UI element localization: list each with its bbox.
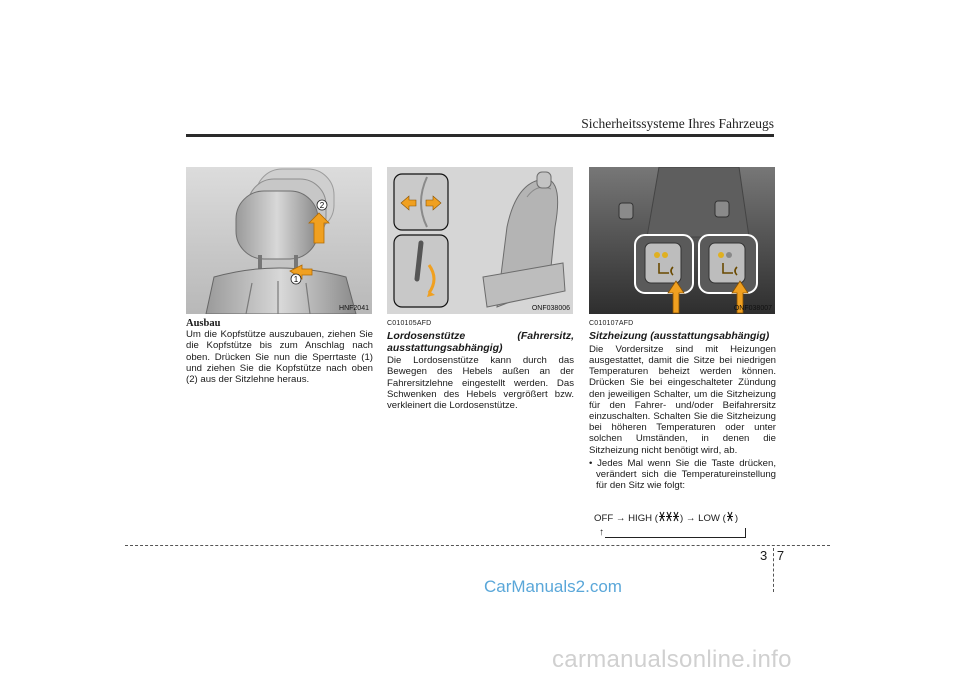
- figure-label: HNF2041: [339, 305, 369, 312]
- passenger-heater-switch: [709, 243, 745, 283]
- headrest-illustration: [186, 167, 372, 314]
- bullet-item: • Jedes Mal wenn Sie die Taste drücken, verändert sich die Temperatureinstellung für den Sitz wie folgt:: [589, 457, 776, 492]
- headrest-figure: [186, 167, 372, 314]
- figure-label: ONF038007: [733, 305, 772, 312]
- passenger-switch-small: [715, 201, 729, 217]
- sequence-return-line: [605, 528, 746, 538]
- sequence-low-close: ): [734, 513, 739, 524]
- section-heading: Sitzheizung (ausstattungsabhängig): [589, 330, 770, 343]
- section-body: Die Lordosenstütze kann durch das Bewegen des Hebels außen an der Fahrersitzlehne eingestellt werden. Das Schwenken des Hebels vergrößert bzw. verkleinert die Lordosenstütze.: [387, 355, 574, 412]
- high-heat-icon: [658, 511, 680, 522]
- column-lumbar-support: [387, 318, 574, 411]
- low-heat-icon: [726, 511, 735, 522]
- running-header: Sicherheitssysteme Ihres Fahrzeugs: [581, 116, 774, 131]
- callout-1: 1: [293, 275, 299, 284]
- seat-heating-figure: [589, 167, 775, 314]
- sequence-off: OFF: [594, 513, 614, 524]
- sequence-return-arrow: ↑: [599, 527, 604, 538]
- column-seat-heating: [589, 318, 776, 491]
- watermark-top: CarManuals2.com: [484, 577, 622, 596]
- section-heading: Ausbau: [186, 318, 221, 329]
- figure-label: ONF038006: [531, 305, 570, 312]
- seat-heating-illustration: [589, 167, 775, 314]
- column-headrest-removal: [186, 318, 373, 385]
- header-rule: [186, 134, 774, 137]
- sequence-arrow-2: →: [685, 513, 696, 524]
- section-body: Um die Kopfstütze auszubauen, ziehen Sie die Kopfstütze bis zum Anschlag nach oben. Drücken Sie nun die Sperrtaste (1) und ziehen Sie die Kopfstütze nach oben (2) aus der Sitzlehne heraus.: [186, 329, 373, 386]
- sequence-low-open: LOW (: [698, 513, 726, 524]
- sequence-high-open: HIGH (: [628, 513, 658, 524]
- driver-switch-small: [619, 203, 633, 219]
- driver-heater-switch: [645, 243, 681, 283]
- section-heading: Lordosenstütze (Fahrersitz, ausstattungsabhängig): [387, 330, 574, 354]
- watermark-bottom: carmanualsonline.info: [552, 646, 792, 673]
- section-body: Die Vordersitze sind mit Heizungen ausgestattet, damit die Sitze bei niedrigen Temperaturen beheizt werden können. Drücken Sie bei eingeschalteter Zündung den jeweiligen Schalter, um die Sitzheizung für den Fahrer- und/oder Beifahrersitz einzuschalten. Schalten Sie die Sitzheizung bei höheren Temperaturen oder unter solchen Umständen, in denen die Sitzheizung nicht benötigt wird, ab.: [589, 343, 776, 456]
- lumbar-illustration: [387, 167, 573, 314]
- callout-2: 2: [319, 201, 325, 210]
- footer-rule: [125, 545, 830, 546]
- section-code: C010105AFD: [387, 320, 432, 327]
- heating-sequence: [594, 511, 738, 524]
- section-code: C010107AFD: [589, 320, 634, 327]
- sequence-arrow: →: [615, 513, 626, 524]
- page-edge-mark: [773, 548, 774, 592]
- lumbar-figure: [387, 167, 573, 314]
- sequence-high-close: ): [679, 513, 684, 524]
- page-number: 3 7: [760, 548, 788, 563]
